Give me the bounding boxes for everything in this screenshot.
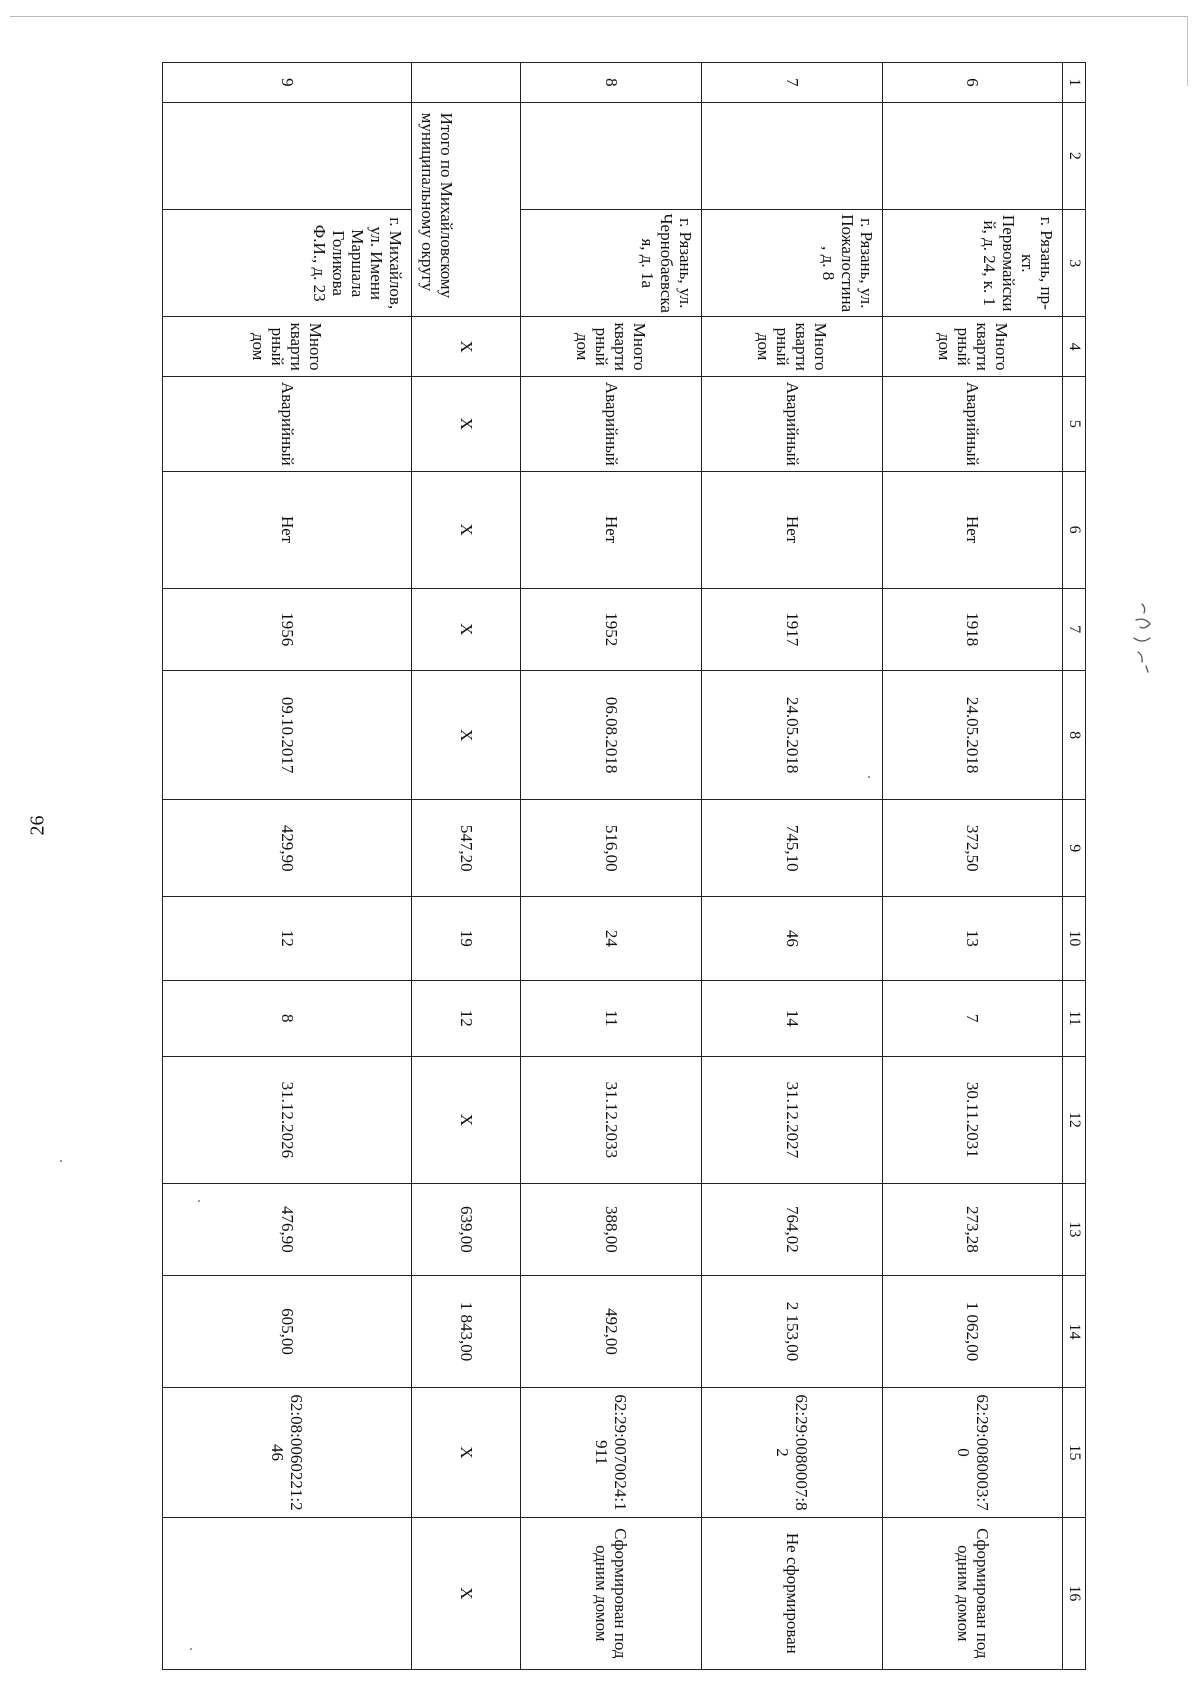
deadline-cell: 30.11.2031 [883,1056,1063,1183]
table-row [883,63,1063,1670]
empty-cell [163,102,412,209]
area-cell: 372,50 [883,800,1063,897]
area-cell: 639,00 [412,1183,521,1275]
column-number: 11 [1063,980,1086,1056]
count-cell: 14 [702,980,883,1056]
count-cell: 12 [412,980,521,1056]
column-number: 2 [1063,102,1086,209]
condition-cell: Аварийный [702,376,883,471]
area-cell: 429,90 [163,800,412,897]
condition-cell: Аварийный [521,376,702,471]
count-cell: 13 [883,897,1063,980]
deadline-cell: 31.12.2026 [163,1056,412,1183]
housing-table [162,62,1086,1670]
cadastral-number-cell: 62:29:0080003:70 [883,1388,1063,1517]
deadline-cell: X [412,1056,521,1183]
row-number: 9 [163,63,412,103]
table-rotation-wrapper [166,62,1086,1670]
area-cell: 745,10 [702,800,883,897]
year-cell: 1952 [521,588,702,670]
land-status-cell: X [412,1517,521,1669]
handwritten-mark [1128,598,1162,678]
land-status-cell: Сформирован под одним домом [883,1517,1063,1669]
count-cell: 11 [521,980,702,1056]
row-number: 8 [521,63,702,103]
column-number: 9 [1063,800,1086,897]
cadastral-number-cell: 62:08:0060221:246 [163,1388,412,1517]
column-number: 4 [1063,317,1086,376]
land-status-cell: Сформирован под одним домом [521,1517,702,1669]
building-type-cell: Многоквартирный дом [702,317,883,376]
area-cell: 388,00 [521,1183,702,1275]
area-cell: 605,00 [163,1275,412,1388]
address-cell: г. Михайлов, ул. Имени Маршала Голикова Ф.И., д. 23 [163,210,412,317]
column-number: 13 [1063,1183,1086,1275]
year-cell: 1918 [883,588,1063,670]
column-number: 6 [1063,471,1086,588]
land-status-cell [163,1517,412,1669]
col6-cell: Нет [883,471,1063,588]
table-row [521,63,702,1670]
column-number: 8 [1063,670,1086,799]
empty-cell [883,102,1063,209]
address-cell: г. Рязань, пр-кт. Первомайский, д. 24, к. 1 [883,210,1063,317]
column-number: 5 [1063,376,1086,471]
area-cell: 547,20 [412,800,521,897]
cadastral-number-cell: X [412,1388,521,1517]
table-row [163,63,412,1670]
building-type-cell: X [412,317,521,376]
column-number: 15 [1063,1388,1086,1517]
column-number: 1 [1063,63,1086,103]
area-cell: 764,02 [702,1183,883,1275]
address-cell: г. Рязань, ул. Пожалостина, д. 8 [702,210,883,317]
count-cell: 46 [702,897,883,980]
column-number: 3 [1063,210,1086,317]
col6-cell: Нет [521,471,702,588]
area-cell: 273,28 [883,1183,1063,1275]
column-number: 7 [1063,588,1086,670]
building-type-cell: Многоквартирный дом [883,317,1063,376]
scan-speck [60,1160,62,1162]
count-cell: 7 [883,980,1063,1056]
date-cell: 24.05.2018 [702,670,883,799]
empty-cell [521,102,702,209]
deadline-cell: 31.12.2033 [521,1056,702,1183]
subtotal-row [412,63,521,1670]
rotated-table-area [166,62,1086,1670]
condition-cell: X [412,376,521,471]
count-cell: 8 [163,980,412,1056]
year-cell: X [412,588,521,670]
count-cell: 19 [412,897,521,980]
area-cell: 2 153,00 [702,1275,883,1388]
year-cell: 1956 [163,588,412,670]
area-cell: 1 062,00 [883,1275,1063,1388]
row-number: 7 [702,63,883,103]
column-number: 14 [1063,1275,1086,1388]
count-cell: 24 [521,897,702,980]
column-number: 16 [1063,1517,1086,1669]
condition-cell: Аварийный [163,376,412,471]
date-cell: 09.10.2017 [163,670,412,799]
count-cell: 12 [163,897,412,980]
address-cell: г. Рязань, ул. Чернобаевская, д. 1а [521,210,702,317]
date-cell: 06.08.2018 [521,670,702,799]
area-cell: 476,90 [163,1183,412,1275]
column-number: 10 [1063,897,1086,980]
area-cell: 516,00 [521,800,702,897]
date-cell: 24.05.2018 [883,670,1063,799]
land-status-cell: Не сформирован [702,1517,883,1669]
table-row [702,63,883,1670]
cadastral-number-cell: 62:29:0080007:82 [702,1388,883,1517]
col6-cell: Нет [702,471,883,588]
scan-edge-top [10,16,1188,17]
condition-cell: Аварийный [883,376,1063,471]
building-type-cell: Многоквартирный дом [163,317,412,376]
col6-cell: Нет [163,471,412,588]
scan-edge-right [1187,16,1188,86]
building-type-cell: Многоквартирный дом [521,317,702,376]
subtotal-label: Итого по Михайловскому муниципальному округу [412,102,521,317]
deadline-cell: 31.12.2027 [702,1056,883,1183]
row-number: 6 [883,63,1063,103]
column-number-row [1063,63,1086,1670]
empty-cell [702,102,883,209]
area-cell: 1 843,00 [412,1275,521,1388]
empty-cell [412,63,521,103]
col6-cell: X [412,471,521,588]
date-cell: X [412,670,521,799]
cadastral-number-cell: 62:29:0070024:1911 [521,1388,702,1517]
column-number: 12 [1063,1056,1086,1183]
page-number: 26 [26,815,49,836]
area-cell: 492,00 [521,1275,702,1388]
year-cell: 1917 [702,588,883,670]
